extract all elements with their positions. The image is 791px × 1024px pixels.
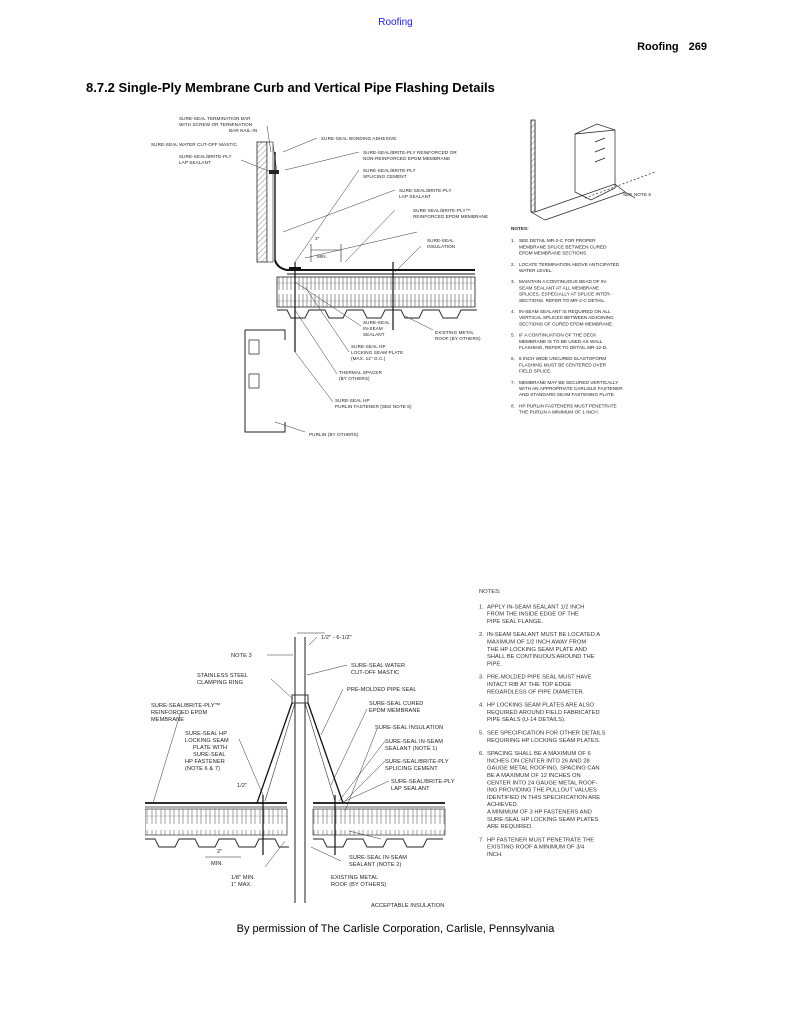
note-line: INTACT RIB AT THE TOP EDGE [487, 682, 572, 688]
note-number: 1. [511, 238, 515, 244]
fig1-label: SURE-SEAL WATER CUT-OFF MASTIC [151, 142, 238, 147]
note-line: SECTIONS OF CURED EPDM MEMBRANE. [519, 321, 614, 327]
note-line: REQUIRED AROUND FIELD FABRICATED [487, 709, 600, 716]
fig1-label: SURE-SEAL HP [335, 398, 370, 403]
fig1-label: IN-SEAM [363, 326, 383, 331]
note-number: 8. [511, 403, 515, 409]
fig2-label: 1/2" [237, 783, 248, 789]
fig2-label: MIN. [211, 861, 224, 867]
running-head-title: Roofing [637, 41, 679, 53]
note-line: GAUGE METAL ROOFING. SPACING CAN [487, 765, 600, 772]
note-line: SHALL BE CONTINUOUS AROUND THE [487, 654, 595, 661]
fig1-label: (MAX. 12" O.C.) [351, 356, 386, 361]
note-number: 5. [511, 332, 515, 338]
note-number: 7. [511, 379, 515, 385]
running-head [637, 41, 707, 53]
fig2-label: REINFORCED EPDM [151, 710, 208, 716]
note-line: REQUIRING HP LOCKING SEAM PLATES. [487, 737, 601, 744]
fig2-label: SURE-SEAL HP [185, 731, 228, 737]
note-number: 3. [479, 674, 484, 681]
fig2-label: 1/2" - 6-1/2" [321, 635, 352, 641]
fig2-label: EPDM MEMBRANE [369, 708, 421, 714]
fig1-label: SURE-SEAL [427, 238, 454, 243]
fig2-label: SPLICING CEMENT [385, 766, 438, 772]
pipe-flashing-figure [145, 585, 690, 915]
note-line: SEAM SEALANT AT ALL MEMBRANE [519, 285, 600, 291]
fig2-label: 1/8" MIN. [231, 875, 256, 881]
fig1-label: SURE-SEAL/BRITE-PLY REINFORCED OR [363, 150, 457, 155]
note-line: SEE DETAIL MR-2-C FOR PROPER [519, 238, 596, 244]
fig2-label: LAP SEALANT [391, 786, 430, 792]
note-number: 2. [479, 632, 484, 639]
fig2-label: SURE-SEAL/BRITE-PLY [385, 759, 449, 765]
roofing-link[interactable]: Roofing [378, 17, 413, 28]
note-line: HP PURLIN FASTENERS MUST PENETRATE [519, 403, 617, 409]
note-line: A MINIMUM OF 3 HP FASTENERS AND [487, 809, 592, 816]
pipe-flashing-drawing [145, 585, 690, 915]
fig2-label: HP FASTENER [185, 759, 225, 765]
note-line: FLASHING MUST BE CENTERED OVER [519, 362, 607, 368]
fig2-label: CUT-OFF MASTIC [351, 670, 400, 676]
note-line: SURE-SEAL HP LOCKING SEAM PLATES [487, 816, 599, 823]
note-line: VERTICAL SPLICES BETWEEN ADJOINING [519, 315, 614, 321]
fig1-label: LAP SEALANT [179, 160, 211, 165]
notes-title: NOTES: [479, 589, 501, 595]
note-number: 4. [511, 309, 515, 314]
note-number: 7. [479, 837, 484, 844]
fig1-label: EXISTING METAL [435, 330, 475, 335]
fig2-label: SURE-SEAL INSULATION [375, 725, 444, 731]
fig1-label: REINFORCED EPDM MEMBRANE [413, 214, 489, 219]
fig1-label: SURE-SEAL HP [351, 344, 386, 349]
fig2-label: SEALANT (NOTE 2) [349, 862, 402, 868]
fig1-label: PURLIN FASTENER (SEE NOTE 8) [335, 404, 412, 409]
fig2-label: ROOF (BY OTHERS) [331, 882, 387, 888]
note-number: 3. [511, 279, 515, 285]
fig2-label: SURE-SEAL IN-SEAM [385, 739, 444, 745]
note-line: SPLICES, ESPECIALLY AT SPLICE INTER- [519, 291, 612, 297]
fig2-label: PLATE WITH [193, 745, 228, 751]
fig2-label: CLAMPING RING [197, 680, 244, 686]
note-line: SPACING SHALL BE A MAXIMUM OF 6 [487, 751, 591, 758]
note-line: SECTIONS. REFER TO MR-2-C DETAIL. [519, 297, 606, 303]
fig2-label: SURE-SEAL WATER [351, 663, 406, 669]
note-line: LOCATE TERMINATION ABOVE ANTICIPATED [519, 261, 620, 267]
note-line: FLASHING, REFER TO DETAIL MR-12-D. [519, 345, 608, 350]
fig2-label: NOTE 3 [231, 653, 252, 659]
note-line: ING PROVIDING THE PULLOUT VALUES [487, 787, 597, 794]
note-number: 4. [479, 702, 484, 709]
note-line: PIPE SEALS (U-14 DETAILS). [487, 717, 566, 724]
note-line: EPDM MEMBRANE SECTIONS. [519, 250, 588, 256]
page-number: 269 [688, 41, 707, 53]
note-line: SEE SPECIFICATION FOR OTHER DETAILS [487, 730, 606, 737]
note-line: IDENTIFIED IN THIS SPECIFICATION ARE [487, 794, 601, 801]
fig1-label: SPLICING CEMENT [363, 174, 407, 179]
fig2-label: MEMBRANE [151, 717, 185, 723]
curb-flashing-figure [145, 112, 685, 492]
fig2-label: PRE-MOLDED PIPE SEAL [347, 687, 417, 693]
fig1-label: SURE-SEAL BONDING ADHESIVE [321, 136, 397, 141]
notes-title: NOTES: [511, 226, 529, 231]
fig1-label: SURE-SEAL/BRITE-PLY [399, 188, 452, 193]
fig1-label: PURLIN (BY OTHERS) [309, 432, 359, 437]
note-line: REGARDLESS OF PIPE DIAMETER. [487, 689, 585, 696]
note-line: PIPE. [487, 661, 502, 668]
fig2-label: SURE-SEAL IN-SEAM [349, 855, 408, 861]
note-line: INCHES ON CENTER INTO 26 AND 28 [487, 758, 590, 765]
fig2-label: SURE-SEAL/BRITE-PLY [391, 779, 455, 785]
note-number: 6. [479, 751, 484, 758]
note-line: AND STANDARD SEAM FASTENING PLATE. [519, 392, 616, 398]
note-line: IN-SEAM SEALANT MUST BE LOCATED A [487, 632, 601, 639]
fig2-label: SURE-SEAL CURED [369, 701, 424, 707]
fig2-label: EXISTING METAL [331, 875, 379, 881]
curb-notes [511, 226, 623, 415]
fig2-label: LOCKING SEAM [185, 738, 229, 744]
note-line: HP FASTENER MUST PENETRATE THE [487, 837, 595, 844]
note-line: CENTER INTO 24 GAUGE METAL ROOF- [487, 780, 598, 787]
note-line: PIPE SEAL FLANGE. [487, 618, 543, 625]
section-title: 8.7.2 Single-Ply Membrane Curb and Vertical Pipe Flashing Details [86, 80, 495, 95]
fig1-label: SURE-SEAL/BRITE-PLY [179, 154, 232, 159]
note-line: MEMBRANE MAY BE SECURED VERTICALLY [519, 379, 619, 385]
fig2-label: SURE-SEAL [193, 752, 226, 758]
note-line: MEMBRANE IS TO BE USED AS WALL [519, 338, 603, 344]
fig1-label: SURE-SEAL/BRITE-PLY™ [413, 208, 471, 213]
note-line: INCH. [487, 852, 503, 858]
fig1-label: THERMAL SPACER [339, 370, 383, 375]
note-number: 6. [511, 356, 515, 362]
note-line: ACHIEVED. [487, 802, 519, 809]
note-line: FIELD SPLICE. [519, 368, 552, 374]
note-number: 1. [479, 604, 484, 611]
fig1-label: SEALANT [363, 332, 385, 337]
fig1-label: SURE-SEAL/BRITE-PLY [363, 168, 416, 173]
fig2-label: ACCEPTABLE INSULATION [371, 903, 445, 909]
fig1-label: LAP SEALANT [399, 194, 431, 199]
fig1-label: SURE-SEAL TERMINATION BAR [179, 116, 251, 121]
note-line: 6 INCH WIDE UNCURED ELASTOFORM [519, 356, 607, 362]
note-number: 5. [479, 730, 484, 737]
note-line: MAINTAIN A CONTINUOUS BEAD OF IN- [519, 279, 608, 285]
note-line: EXISTING ROOF A MINIMUM OF 3/4 [487, 844, 585, 851]
fig2-label: 2" [217, 849, 223, 855]
fig2-label: 1" MAX. [231, 882, 253, 888]
fig2-label: SEALANT (NOTE 1) [385, 746, 438, 752]
pipe-labels [151, 635, 455, 909]
note-line: THE HP LOCKING SEAM PLATE AND [487, 646, 587, 653]
note-number: 2. [511, 261, 515, 267]
fig1-label: SEE NOTE 6 [623, 192, 652, 197]
note-line: BE A MAXIMUM OF 12 INCHES ON [487, 773, 581, 779]
pipe-notes [479, 589, 605, 858]
fig2-label: STAINLESS STEEL [197, 673, 249, 679]
note-line: IN-SEAM SEALANT IS REQUIRED ON ALL [519, 309, 611, 314]
note-line: WITH AN APPROPRIATE CARLISLE FASTENER [519, 386, 623, 391]
note-line: HP LOCKING SEAM PLATES ARE ALSO [487, 702, 595, 709]
fig1-label: (BY OTHERS) [339, 376, 370, 381]
note-line: FROM THE INSIDE EDGE OF THE [487, 611, 579, 618]
fig1-label: INSULATION [427, 244, 456, 249]
figure-credit: By permission of The Carlisle Corporation, Carlisle, Pennsylvania [236, 923, 555, 935]
curb-iso-detail [531, 120, 655, 220]
curb-flashing-drawing [145, 112, 685, 492]
fig1-label: WITH SCREW OR TERMINATION [179, 122, 253, 127]
note-line: THE PURLIN A MINIMUM OF 1 INCH. [519, 409, 599, 415]
note-line: MEMBRANE SPLICE BETWEEN CURED [519, 244, 607, 250]
fig1-label: BAR NAIL-IN [229, 128, 258, 133]
note-line: WATER LEVEL. [519, 268, 553, 273]
fig2-label: (NOTE 6 & 7) [185, 766, 221, 772]
fig1-label: ROOF (BY OTHERS) [435, 336, 481, 341]
note-line: MAXIMUM OF 1/2 INCH AWAY FROM [487, 639, 587, 646]
note-line: ARE REQUIRED. [487, 824, 533, 831]
fig1-label: LOCKING SEAM PLATE [351, 350, 404, 355]
note-line: IF A CONTINUATION OF THE DECK [519, 332, 597, 338]
fig2-label: SURE-SEAL/BRITE-PLY™ [151, 703, 221, 709]
note-line: PRE-MOLDED PIPE SEAL MUST HAVE [487, 674, 592, 681]
fig1-label: MIN. [317, 254, 328, 259]
fig1-label: NON-REINFORCED EPDM MEMBRANE [363, 156, 451, 161]
fig1-label: 3" [315, 236, 320, 241]
fig1-label: SURE-SEAL [363, 320, 390, 325]
note-line: APPLY IN-SEAM SEALANT 1/2 INCH [487, 604, 585, 611]
